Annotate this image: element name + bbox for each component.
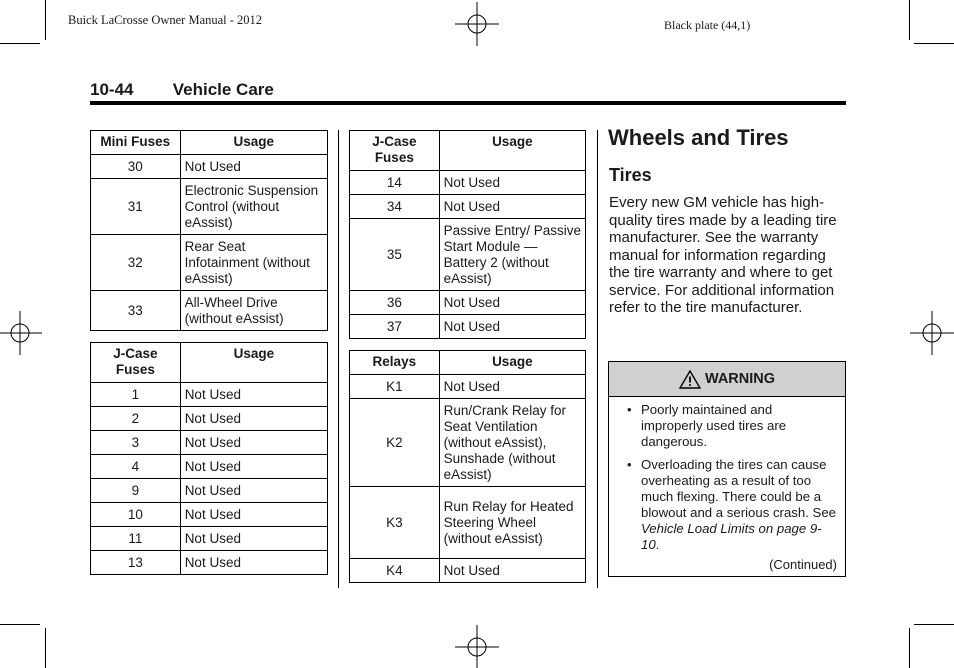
fuse-number: 35 bbox=[350, 219, 440, 291]
page-number: 10-44 bbox=[90, 80, 134, 99]
fuse-usage: Electronic Suspension Control (without eAssist) bbox=[180, 179, 327, 235]
table-row bbox=[350, 487, 586, 559]
plate-label: Black plate (44,1) bbox=[664, 18, 751, 32]
registration-mark-icon bbox=[455, 2, 499, 46]
relay-number: K4 bbox=[350, 559, 440, 583]
warning-list bbox=[609, 397, 845, 553]
warning-bullet-text: Poorly maintained and improperly used tires are dangerous. bbox=[641, 402, 787, 449]
warning-label: WARNING bbox=[704, 371, 776, 387]
relay-number: K2 bbox=[350, 399, 440, 487]
fuse-number: 33 bbox=[91, 291, 181, 331]
fuse-number: 10 bbox=[91, 503, 181, 527]
table-row bbox=[91, 527, 328, 551]
table-header: Usage bbox=[439, 131, 585, 171]
table-row bbox=[91, 431, 328, 455]
crop-mark bbox=[914, 43, 954, 44]
fuse-number: 37 bbox=[350, 315, 440, 339]
table-row bbox=[350, 219, 586, 291]
relay-usage: Run/Crank Relay for Seat Ventilation (without eAssist), Sunshade (without eAssist) bbox=[439, 399, 585, 487]
warning-bullet-text: Overloading the tires can cause overheating as a result of too much flexing. There could be a blowout and a serious crash. See bbox=[641, 457, 836, 520]
fuse-number: 11 bbox=[91, 527, 181, 551]
table-header: J-Case Fuses bbox=[350, 131, 440, 171]
fuse-number: 4 bbox=[91, 455, 181, 479]
table-row bbox=[350, 315, 586, 339]
table-header: Usage bbox=[180, 343, 327, 383]
fuse-usage: Not Used bbox=[439, 315, 585, 339]
crop-mark bbox=[909, 628, 910, 668]
relay-number: K3 bbox=[350, 487, 440, 559]
list-item bbox=[641, 402, 837, 450]
fuse-usage: Not Used bbox=[180, 527, 327, 551]
column-divider bbox=[338, 130, 339, 588]
fuse-number: 13 bbox=[91, 551, 181, 575]
crop-mark bbox=[45, 628, 46, 668]
tires-subheading: Tires bbox=[609, 165, 652, 185]
column-divider bbox=[597, 130, 598, 588]
table-row bbox=[350, 559, 586, 583]
registration-mark-icon bbox=[455, 625, 499, 668]
wheels-heading: Wheels and Tires bbox=[608, 125, 789, 150]
fuse-number: 32 bbox=[91, 235, 181, 291]
fuse-usage: Not Used bbox=[180, 383, 327, 407]
table-row bbox=[350, 399, 586, 487]
fuse-usage: Not Used bbox=[180, 503, 327, 527]
fuse-usage: Passive Entry/ Passive Start Module — Battery 2 (without eAssist) bbox=[439, 219, 585, 291]
table-row bbox=[91, 479, 328, 503]
registration-mark-icon bbox=[910, 311, 954, 355]
table-header: J-Case Fuses bbox=[91, 343, 181, 383]
warning-box bbox=[608, 361, 846, 577]
fuse-usage: Not Used bbox=[180, 407, 327, 431]
section-rule bbox=[90, 101, 846, 105]
fuse-number: 1 bbox=[91, 383, 181, 407]
table-row bbox=[91, 179, 328, 235]
mini-fuses-table bbox=[90, 130, 328, 331]
table-header: Usage bbox=[180, 131, 327, 155]
fuse-number: 9 bbox=[91, 479, 181, 503]
table-row bbox=[91, 291, 328, 331]
table-row bbox=[91, 455, 328, 479]
table-row bbox=[91, 407, 328, 431]
relays-table bbox=[349, 350, 586, 583]
table-header: Relays bbox=[350, 351, 440, 375]
crop-mark bbox=[909, 0, 910, 40]
fuse-usage: Not Used bbox=[439, 291, 585, 315]
fuse-usage: Not Used bbox=[180, 431, 327, 455]
fuse-usage: Not Used bbox=[180, 155, 327, 179]
fuse-usage: Not Used bbox=[439, 171, 585, 195]
continued-label: (Continued) bbox=[769, 557, 837, 572]
table-row bbox=[91, 503, 328, 527]
fuse-number: 30 bbox=[91, 155, 181, 179]
fuse-usage: Not Used bbox=[180, 479, 327, 503]
relay-usage: Run Relay for Heated Steering Wheel (without eAssist) bbox=[439, 487, 585, 559]
fuse-number: 14 bbox=[350, 171, 440, 195]
fuse-number: 3 bbox=[91, 431, 181, 455]
fuse-usage: All-Wheel Drive (without eAssist) bbox=[180, 291, 327, 331]
crop-mark bbox=[45, 0, 46, 40]
table-header: Usage bbox=[439, 351, 585, 375]
warning-triangle-icon bbox=[679, 370, 701, 389]
registration-mark-icon bbox=[0, 311, 42, 355]
table-row bbox=[350, 195, 586, 219]
tires-paragraph: Every new GM vehicle has high-quality tires made by a leading tire manufacturer. See the warranty manual for information regarding the tire warranty and where to get service. For additional information refer to the tire manufacturer. bbox=[609, 194, 837, 316]
relay-usage: Not Used bbox=[439, 375, 585, 399]
table-row bbox=[91, 551, 328, 575]
warning-header bbox=[609, 362, 845, 397]
cross-reference-link[interactable]: Vehicle Load Limits on page 9-10 bbox=[641, 521, 822, 552]
crop-mark bbox=[914, 624, 954, 625]
table-row bbox=[91, 235, 328, 291]
fuse-number: 34 bbox=[350, 195, 440, 219]
table-header: Mini Fuses bbox=[91, 131, 181, 155]
fuse-usage: Rear Seat Infotainment (without eAssist) bbox=[180, 235, 327, 291]
table-row bbox=[350, 291, 586, 315]
fuse-number: 2 bbox=[91, 407, 181, 431]
fuse-number: 31 bbox=[91, 179, 181, 235]
jcase-fuses-table bbox=[349, 130, 586, 339]
table-row bbox=[350, 171, 586, 195]
jcase-fuses-table bbox=[90, 342, 328, 575]
manual-title: Buick LaCrosse Owner Manual - 2012 bbox=[68, 13, 263, 27]
table-row bbox=[350, 375, 586, 399]
list-item bbox=[641, 457, 837, 553]
relay-usage: Not Used bbox=[439, 559, 585, 583]
fuse-usage: Not Used bbox=[180, 551, 327, 575]
crop-mark bbox=[0, 624, 40, 625]
table-row bbox=[91, 155, 328, 179]
fuse-usage: Not Used bbox=[180, 455, 327, 479]
table-row bbox=[91, 383, 328, 407]
section-heading bbox=[90, 80, 846, 100]
section-title: Vehicle Care bbox=[172, 80, 274, 99]
sentence-end: . bbox=[655, 537, 660, 552]
fuse-usage: Not Used bbox=[439, 195, 585, 219]
fuse-number: 36 bbox=[350, 291, 440, 315]
crop-mark bbox=[0, 43, 40, 44]
relay-number: K1 bbox=[350, 375, 440, 399]
